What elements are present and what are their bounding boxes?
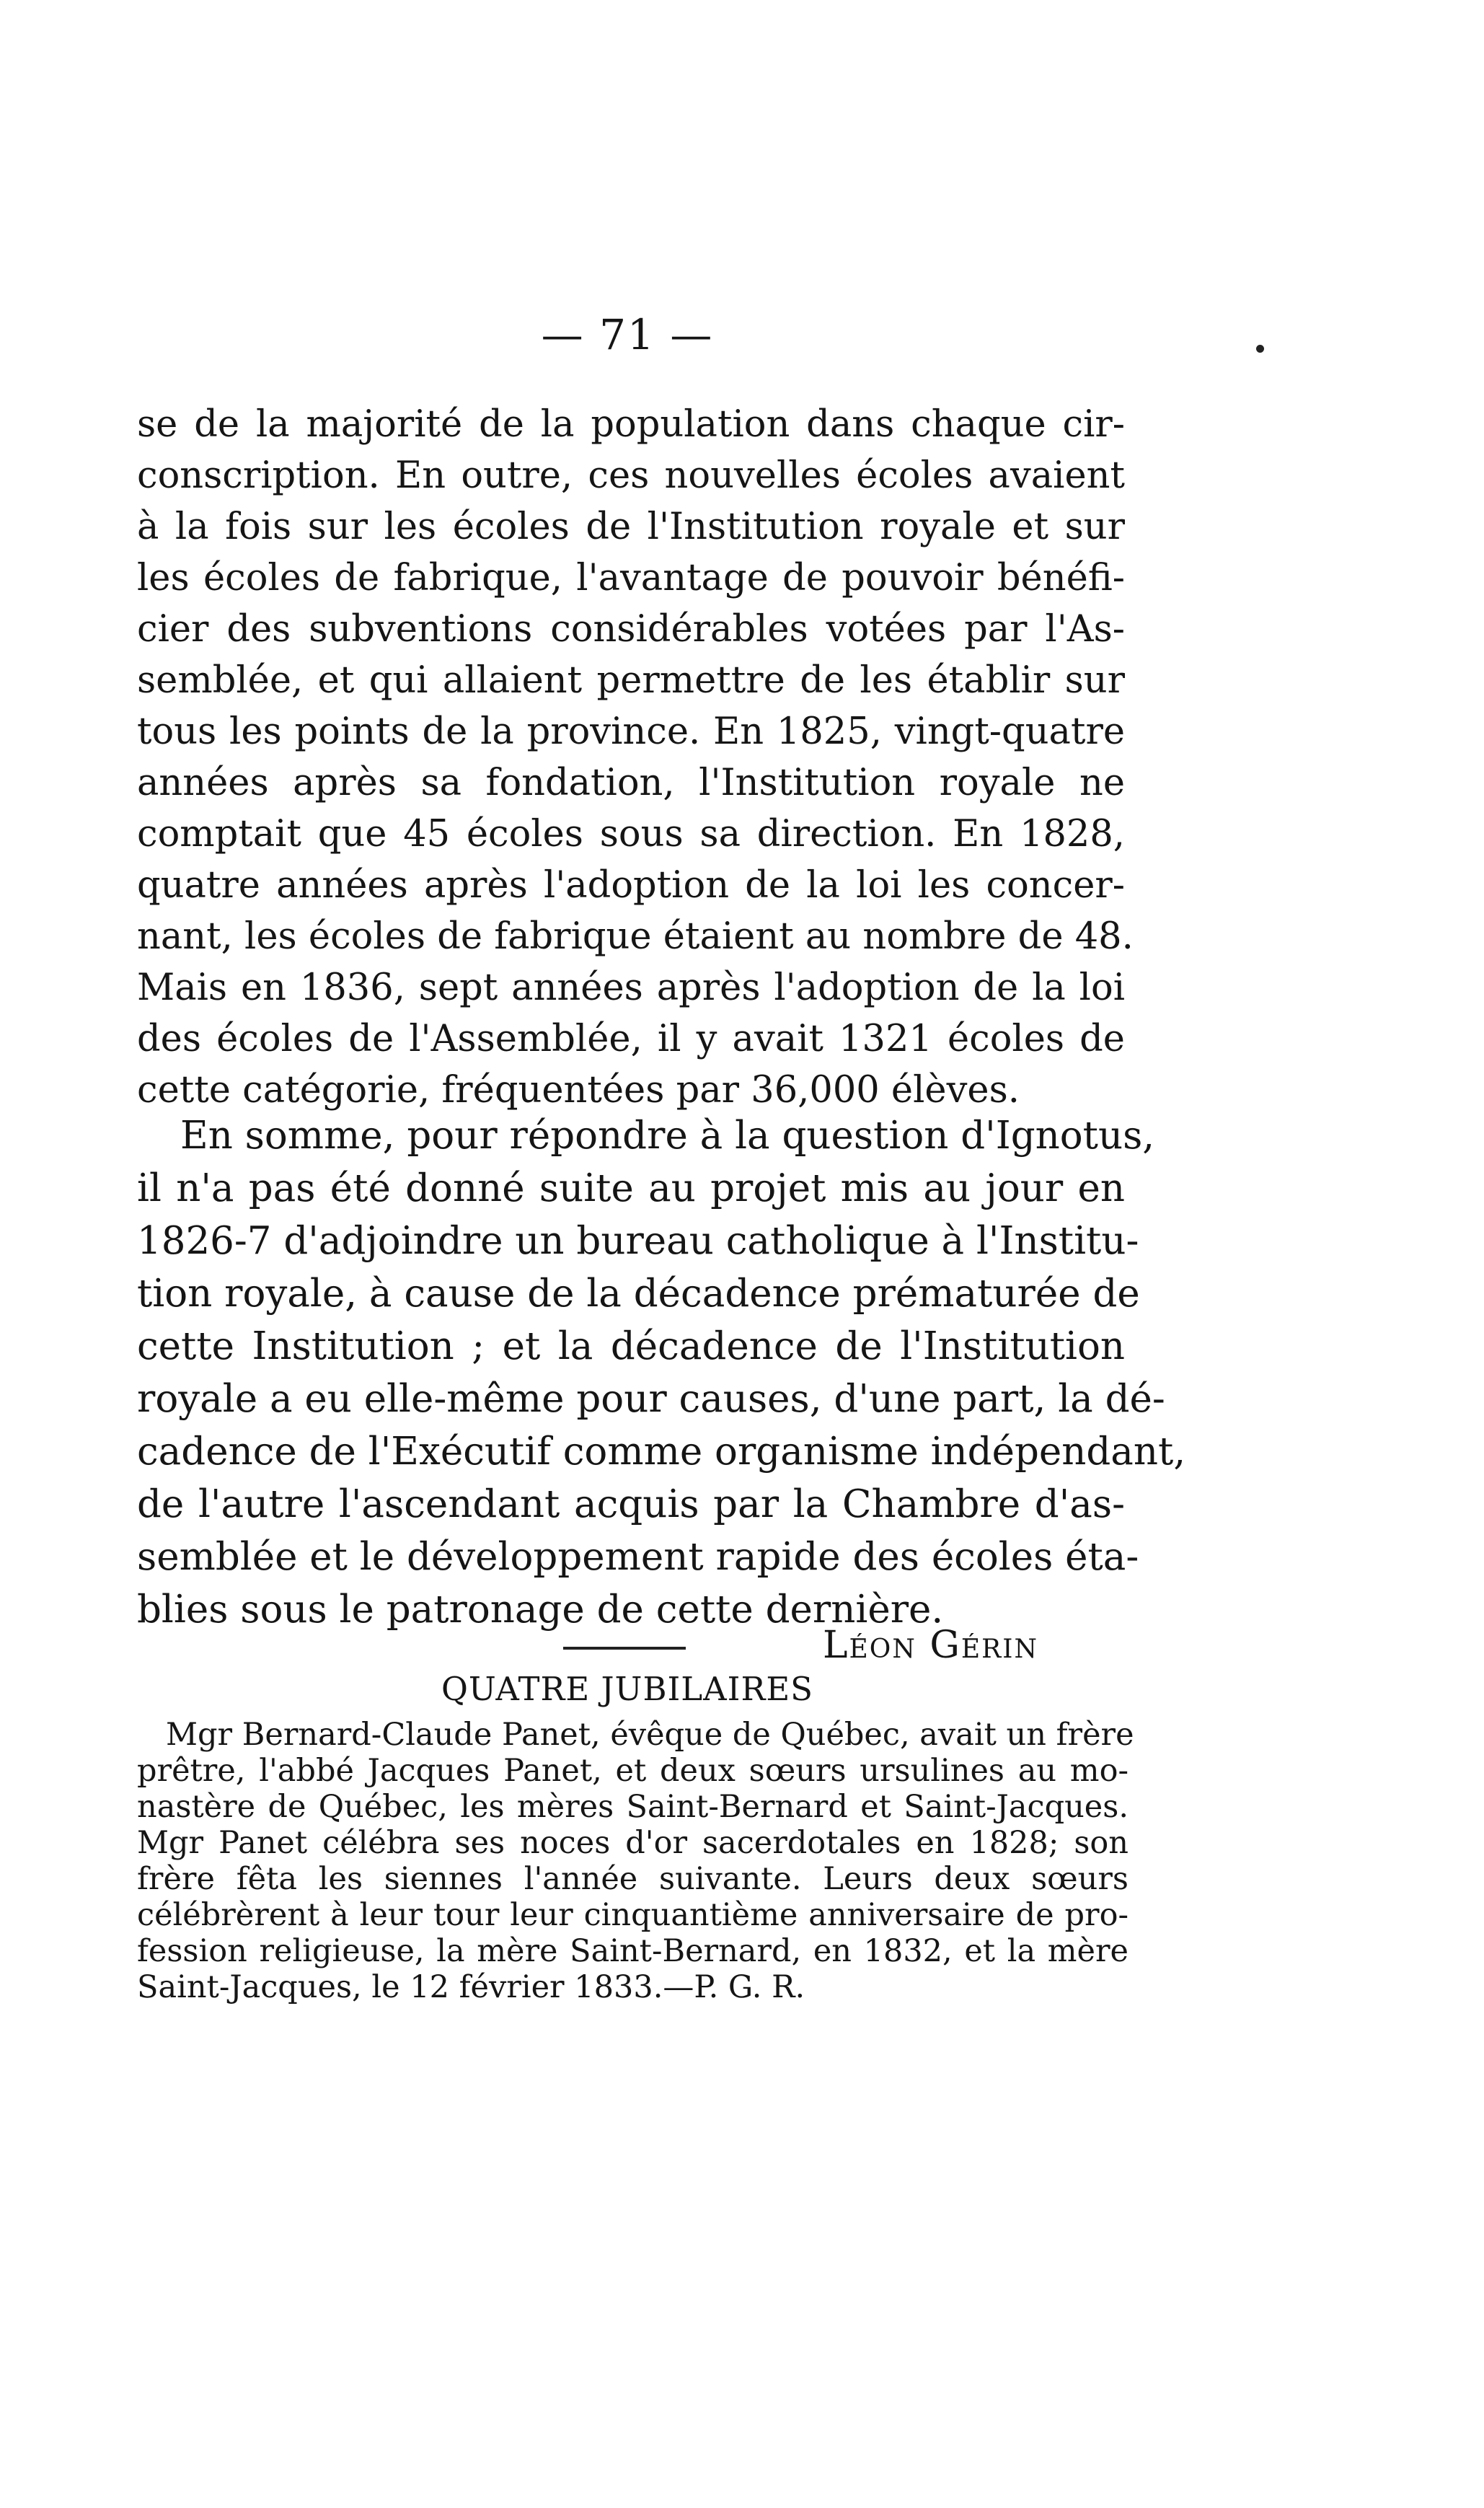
text-line: conscription. En outre, ces nouvelles écoles avaient <box>137 454 1125 497</box>
separator-dash <box>563 1647 686 1650</box>
text-line: cette catégorie, fréquentées par 36,000 élèves. <box>137 1069 1020 1112</box>
note-line: nastère de Québec, les mères Saint-Bernard et Saint-Jacques. <box>137 1789 1129 1825</box>
note-line: Mgr Panet célébra ses noces d'or sacerdotales en 1828; son <box>137 1825 1129 1861</box>
text-line: En somme, pour répondre à la question d'Ignotus, <box>180 1114 1155 1158</box>
text-line: nant, les écoles de fabrique étaient au nombre de 48. <box>137 915 1134 958</box>
page-number: — 71 — <box>541 310 714 359</box>
paragraph-2 <box>137 1109 1186 1636</box>
text-line: blies sous le patronage de cette dernière. <box>137 1588 944 1632</box>
footnote <box>137 1717 1134 2005</box>
note-line: célébrèrent à leur tour leur cinquantième anniversaire de pro- <box>137 1897 1129 1933</box>
text-line: quatre années après l'adoption de la loi les concer- <box>137 864 1125 907</box>
text-line: tous les points de la province. En 1825, vingt-quatre <box>137 710 1125 753</box>
text-line: les écoles de fabrique, l'avantage de pouvoir bénéfi- <box>137 557 1125 599</box>
text-line: il n'a pas été donné suite au projet mis au jour en <box>137 1166 1125 1210</box>
note-line: fession religieuse, la mère Saint-Bernard, en 1832, et la mère <box>137 1933 1129 1969</box>
paragraph-1 <box>137 399 1134 1116</box>
stray-dot-mark <box>1256 345 1264 353</box>
text-line: de l'autre l'ascendant acquis par la Chambre d'as- <box>137 1482 1125 1526</box>
text-line: Mais en 1836, sept années après l'adoption de la loi <box>137 967 1125 1009</box>
text-line: cette Institution ; et la décadence de l'Institution <box>137 1324 1125 1368</box>
section-heading: QUATRE JUBILAIRES <box>441 1670 814 1708</box>
signature-line <box>563 1624 1126 1667</box>
text-line: cadence de l'Exécutif comme organisme indépendant, <box>137 1430 1186 1474</box>
author-signature: Léon Gérin <box>823 1624 1038 1667</box>
text-line: comptait que 45 écoles sous sa direction. En 1828, <box>137 813 1125 855</box>
text-line: 1826-7 d'adjoindre un bureau catholique à l'Institu- <box>137 1219 1139 1263</box>
text-line: à la fois sur les écoles de l'Institution royale et sur <box>137 506 1125 548</box>
text-line: semblée et le développement rapide des écoles éta- <box>137 1535 1139 1579</box>
text-line: semblée, et qui allaient permettre de les établir sur <box>137 659 1125 702</box>
note-line: prêtre, l'abbé Jacques Panet, et deux sœurs ursulines au mo- <box>137 1753 1129 1789</box>
note-line: frère fêta les siennes l'année suivante. Leurs deux sœurs <box>137 1861 1129 1897</box>
text-line: cier des subventions considérables votées par l'As- <box>137 608 1125 651</box>
text-line: se de la majorité de la population dans chaque cir- <box>137 403 1125 446</box>
text-line: tion royale, à cause de la décadence prématurée de <box>137 1272 1140 1316</box>
text-line: royale a eu elle-même pour causes, d'une part, la dé- <box>137 1377 1165 1421</box>
text-line: années après sa fondation, l'Institution royale ne <box>137 762 1125 804</box>
text-line: des écoles de l'Assemblée, il y avait 1321 écoles de <box>137 1018 1125 1060</box>
note-line: Mgr Bernard-Claude Panet, évêque de Québec, avait un frère <box>166 1717 1134 1753</box>
note-line: Saint-Jacques, le 12 février 1833.—P. G. R. <box>137 1969 805 2005</box>
